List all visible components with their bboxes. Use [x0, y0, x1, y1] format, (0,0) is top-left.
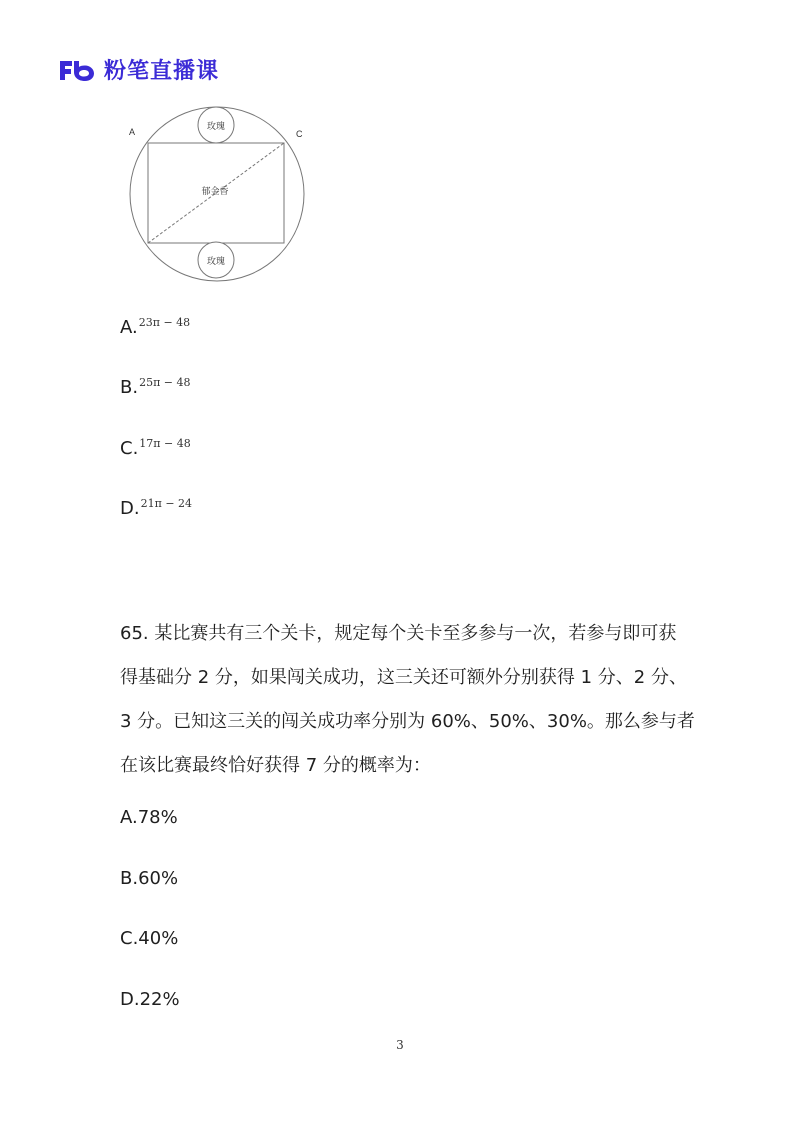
page-number: 3 — [396, 1038, 404, 1052]
bottom-circle-label: 玫瑰 — [206, 257, 226, 267]
prev-option-a — [120, 316, 190, 338]
option-a: A.78% — [120, 807, 178, 828]
header-logo — [58, 54, 219, 85]
prev-option-d — [120, 497, 192, 519]
option-c: C.40% — [120, 928, 179, 949]
option-math: 23π − 48 — [138, 316, 191, 329]
option-letter: B. — [120, 377, 139, 398]
option-letter: A. — [120, 317, 138, 338]
prev-option-c — [120, 437, 191, 459]
center-label: 郁金香 — [201, 187, 229, 197]
option-letter: D. — [120, 498, 140, 519]
prev-option-b — [120, 376, 191, 398]
option-b: B.60% — [120, 868, 179, 889]
question-line: 3 分。已知这三关的闯关成功率分别为 60%、50%、30%。那么参与者 — [120, 711, 695, 732]
question-line: 得基础分 2 分，如果闯关成功，这三关还可额外分别获得 1 分、2 分、 — [120, 667, 687, 688]
option-math: 21π − 24 — [140, 497, 193, 510]
label-a: A — [129, 127, 136, 137]
logo-text: 粉笔直播课 — [104, 59, 220, 84]
geometry-figure — [118, 104, 318, 289]
option-math: 25π − 48 — [139, 376, 191, 389]
question-line: 65. 某比赛共有三个关卡，规定每个关卡至多参与一次，若参与即可获 — [120, 623, 677, 644]
option-d: D.22% — [120, 989, 180, 1010]
option-math: 17π − 48 — [139, 437, 191, 450]
top-circle-label: 玫瑰 — [206, 122, 226, 132]
label-c: C — [296, 129, 303, 139]
question-line: 在该比赛最终恰好获得 7 分的概率为： — [120, 755, 431, 776]
fb-logo-icon — [58, 58, 96, 82]
option-letter: C. — [120, 438, 139, 459]
question-65 — [120, 612, 700, 788]
